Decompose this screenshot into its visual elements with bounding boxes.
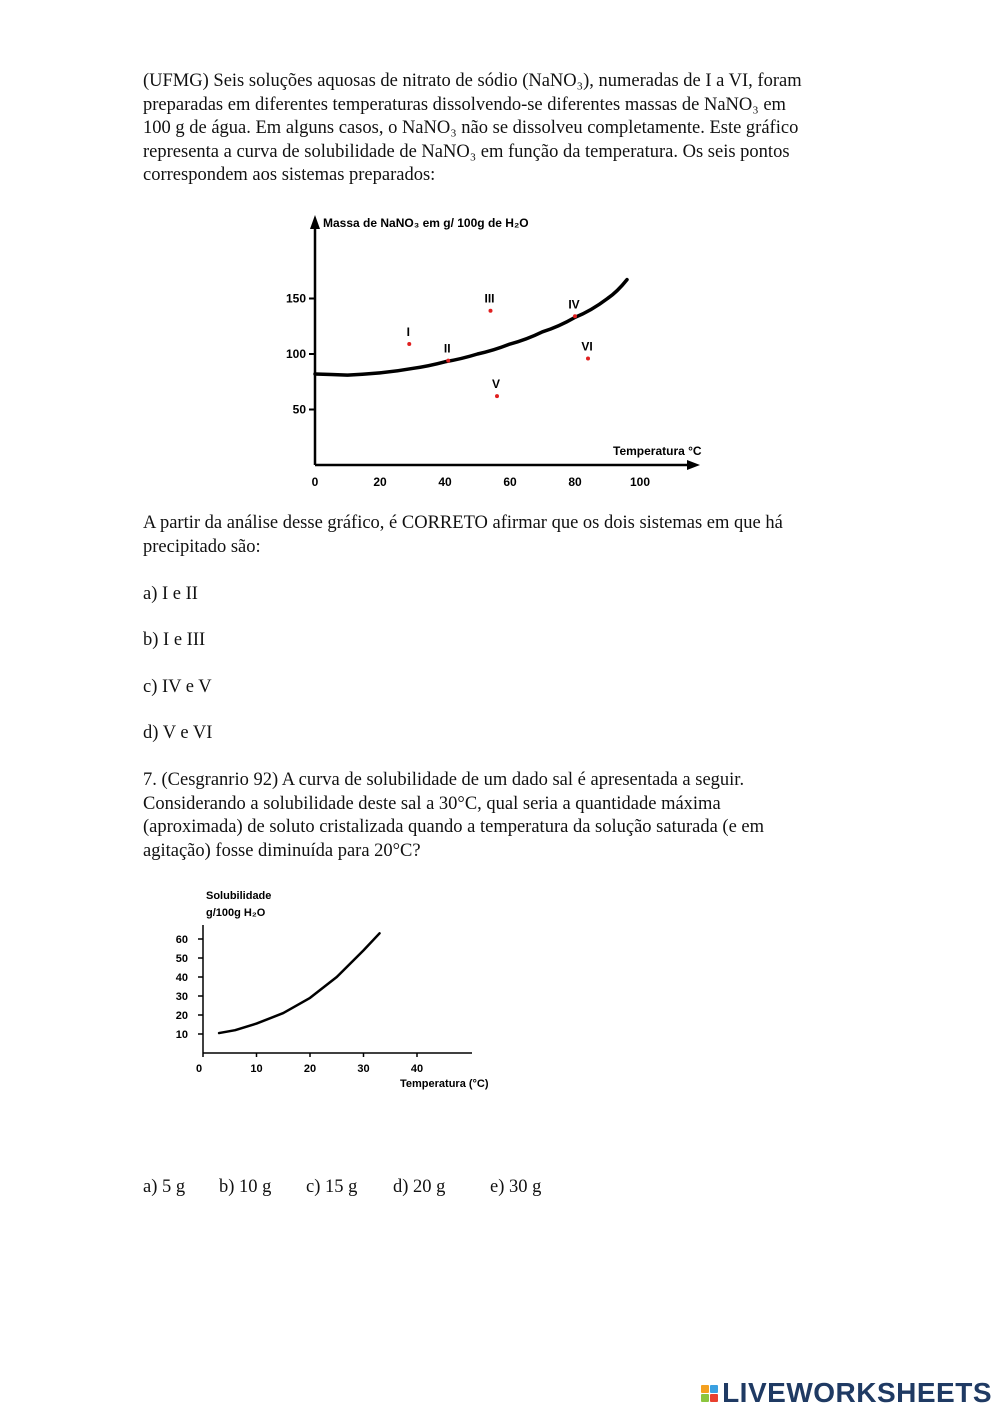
point-label: V [491,377,501,392]
q7-line-3: (aproximada) de soluto cristalizada quando a temperatura da solução saturada (e em [143,817,765,837]
y-tick-label: 50 [292,402,306,417]
point-label: III [484,291,495,306]
q1-line-5: correspondem aos sistemas preparados: [143,165,436,185]
q7-line-1: 7. (Cesgranrio 92) A curva de solubilidade de um dado sal é apresentada a seguir. [143,770,745,790]
x-axis-arrow [687,460,700,470]
q7-option-c[interactable]: c) 15 g [306,1177,358,1197]
q7-line-4: agitação) fosse diminuída para 20°C? [143,840,421,861]
q1-option-b[interactable]: b) I e III [143,630,206,650]
y-tick-label: 150 [285,291,306,306]
x-tick-label: 20 [303,1063,317,1075]
x-tick-label: 100 [629,475,651,489]
q7-line-2: Considerando a solubilidade deste sal a 30°C, qual seria a quantidade máxima [143,793,721,814]
y-axis-label-line2: g/100g H₂O [206,907,266,919]
nano3-solubility-chart [270,205,730,495]
x-axis-label: Temperatura °C [613,444,702,458]
q1-option-a[interactable]: a) I e II [143,584,198,604]
y-tick-label: 60 [175,934,188,946]
point-label: IV [568,297,580,312]
question1-prompt [143,512,856,559]
x-tick-label: 80 [568,475,582,489]
q7-option-a[interactable]: a) 5 g [143,1177,186,1197]
x-tick-label: 0 [195,1063,203,1075]
q7-option-d[interactable]: d) 20 g [393,1177,446,1197]
q1-prompt-line-2: precipitado são: [143,536,261,557]
q1-option-c[interactable]: c) IV e V [143,677,212,697]
data-point [446,359,450,363]
x-tick-label: 30 [357,1063,370,1075]
point-label: I [406,325,410,340]
solubility-curve [219,933,379,1033]
y-axis-label-line1: Solubilidade [206,890,272,902]
q1-line-3: 100 g de água. Em alguns casos, o NaNO₃ não se dissolveu completamente. Este gráfico [143,118,799,138]
q1-line-4: representa a curva de solubilidade de NaNO₃ em função da temperatura. Os seis pontos [143,141,790,162]
data-point [489,309,493,313]
x-tick-label: 40 [410,1063,424,1075]
y-axis-label: Massa de NaNO₃ em g/ 100g de H₂O [323,216,529,230]
question1-text [143,70,856,188]
q1-prompt-line-1: A partir da análise desse gráfico, é CORRETO afirmar que os dois sistemas em que há [143,513,783,533]
y-tick-label: 50 [175,953,188,965]
y-axis-arrow [310,215,320,229]
q1-option-d[interactable]: d) V e VI [143,723,213,743]
data-point [495,394,499,398]
x-tick-label: 40 [438,475,452,489]
y-tick-label: 10 [175,1029,188,1041]
data-point [407,342,411,346]
y-tick-label: 100 [285,347,306,361]
x-tick-label: 0 [311,475,319,489]
q1-line-1: (UFMG) Seis soluções aquosas de nitrato de sódio (NaNO₃), numeradas de I a VI, foram [143,71,802,91]
y-tick-label: 20 [175,1010,188,1022]
q7-options [143,1176,541,1199]
x-axis-label: Temperatura (°C) [400,1078,489,1090]
solubility-curve [315,280,627,375]
x-tick-label: 10 [250,1063,263,1075]
liveworksheets-logo [701,1377,992,1409]
q7-option-b[interactable]: b) 10 g [219,1177,272,1197]
x-tick-label: 20 [373,475,387,489]
q7-option-e[interactable]: e) 30 g [490,1177,542,1197]
data-point [573,314,577,318]
point-label: II [443,341,451,356]
y-tick-label: 30 [175,991,188,1003]
q1-line-2: preparadas em diferentes temperaturas dissolvendo-se diferentes massas de NaNO₃ em [143,94,786,115]
logo-squares-icon [701,1385,718,1402]
y-tick-label: 40 [175,972,188,984]
brand-name: LIVEWORKSHEETS [722,1377,992,1408]
data-point [586,356,590,360]
point-label: VI [581,339,593,354]
question7-text [143,769,856,863]
x-tick-label: 60 [503,475,517,489]
salt-solubility-chart [160,880,530,1095]
